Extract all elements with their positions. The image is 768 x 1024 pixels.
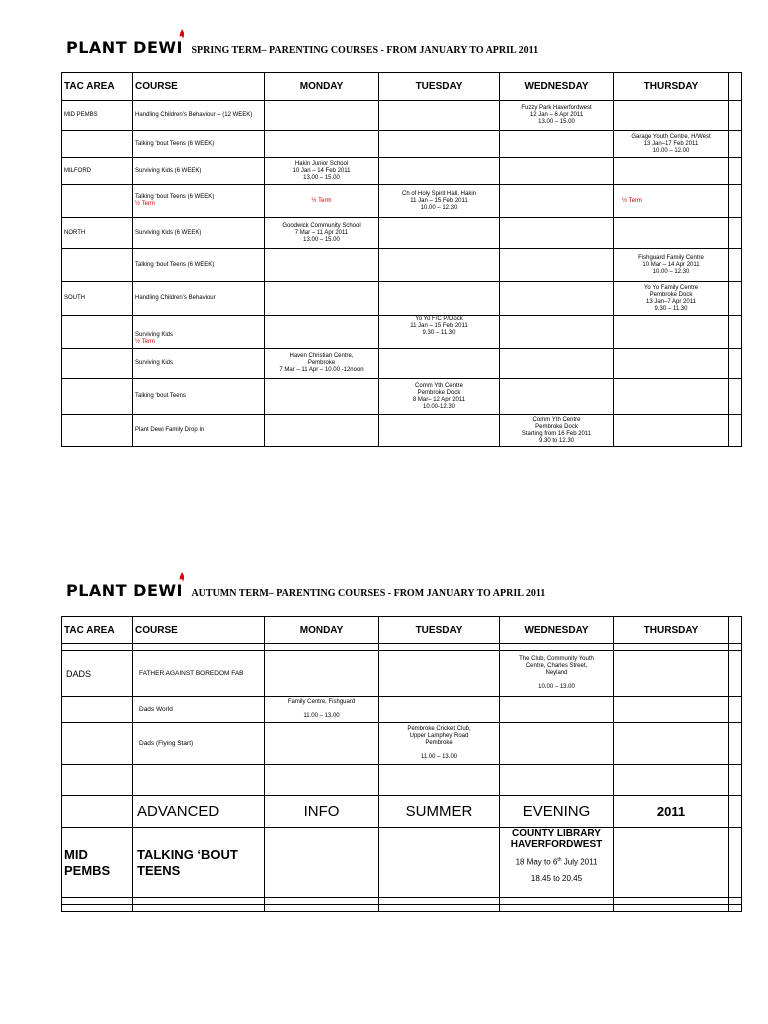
empty-cell — [379, 651, 500, 697]
table-row — [62, 185, 742, 218]
empty-cell — [729, 379, 742, 415]
course: Surviving Kids (6 WEEK) — [133, 218, 265, 249]
spacer — [267, 706, 376, 713]
course-name: Talking ‘bout Teens (6 WEEK) — [135, 194, 215, 200]
location: Pembroke — [425, 740, 453, 746]
header-monday: MONDAY — [265, 73, 379, 101]
empty-cell — [614, 723, 729, 765]
empty-cell — [729, 158, 742, 185]
course-name: Surviving Kids — [135, 332, 174, 338]
location: Pembroke Dock — [649, 291, 693, 298]
empty-cell — [265, 249, 379, 282]
half-term-note: ½ Term — [135, 201, 155, 207]
times: 9.30 – 11.30 — [654, 305, 688, 312]
thursday-session — [614, 131, 729, 158]
dates: 13 Jan–17 Feb 2011 — [643, 140, 699, 147]
spacer-row — [62, 644, 742, 651]
header-course: COURSE — [133, 617, 265, 644]
dates: 10 Jan – 14 Feb 2011 — [292, 167, 351, 174]
empty-cell — [614, 379, 729, 415]
empty-cell — [729, 723, 742, 765]
empty-cell — [265, 379, 379, 415]
empty-cell — [62, 898, 133, 905]
empty-cell — [500, 158, 614, 185]
empty-cell — [729, 73, 742, 101]
empty-cell — [265, 651, 379, 697]
header-tuesday: TUESDAY — [379, 73, 500, 101]
empty-cell — [62, 905, 133, 912]
course: Talking ‘bout Teens (6 WEEK) — [133, 249, 265, 282]
empty-cell — [500, 282, 614, 316]
tuesday-session — [379, 723, 500, 765]
times: 13.00 – 15.00 — [538, 119, 575, 125]
empty-cell — [614, 644, 729, 651]
times: 11.00 – 13.00 — [303, 713, 340, 719]
monday-half-term: ½ Term — [265, 185, 379, 218]
empty-cell — [379, 101, 500, 131]
venue: Haven Christian Centre, — [289, 353, 354, 359]
wednesday-session — [500, 101, 614, 131]
spacer-row — [62, 898, 742, 905]
course: Dads World — [133, 697, 265, 723]
tac-area: MID PEMBS — [62, 101, 133, 131]
tuesday-session — [379, 316, 500, 349]
empty-cell — [614, 651, 729, 697]
empty-cell — [62, 185, 133, 218]
empty-cell — [265, 723, 379, 765]
empty-cell — [379, 218, 500, 249]
empty-cell — [265, 316, 379, 349]
empty-cell — [62, 723, 133, 765]
course: Surviving Kids — [133, 349, 265, 379]
dates: 7 Mar – 11 Apr 2011 — [294, 229, 349, 236]
empty-cell — [379, 898, 500, 905]
dates: 12 Jan – 6 Apr 2011 — [529, 112, 584, 118]
times: 11.00 – 13.00 — [420, 754, 458, 760]
empty-cell — [379, 828, 500, 898]
empty-cell — [614, 415, 729, 447]
table-row — [62, 651, 742, 697]
brand-text: PLANT DEWI — [66, 38, 183, 57]
thursday-session — [614, 249, 729, 282]
venue: The Club, Community Youth — [519, 656, 594, 662]
empty-cell — [729, 898, 742, 905]
tac-area: MID PEMBS — [62, 828, 133, 898]
table-row — [62, 828, 742, 898]
empty-cell — [265, 898, 379, 905]
empty-cell — [614, 697, 729, 723]
tuesday-session — [379, 379, 500, 415]
empty-cell — [500, 316, 614, 349]
monday-session — [265, 158, 379, 185]
table-row — [62, 723, 742, 765]
thursday-session — [614, 282, 729, 316]
course: Handling Children’s Behaviour — [133, 282, 265, 316]
empty-cell — [133, 644, 265, 651]
location: Pembroke Dock — [535, 423, 578, 430]
empty-cell — [379, 349, 500, 379]
empty-cell — [729, 617, 742, 644]
empty-cell — [729, 101, 742, 131]
empty-cell — [614, 828, 729, 898]
table-row — [62, 282, 742, 316]
header-course: COURSE — [133, 73, 265, 101]
thursday-half-term: ½ Term — [614, 185, 729, 218]
venue: Goodwick Community School — [282, 222, 361, 229]
tac-area: DADS — [62, 651, 133, 697]
spring-heading — [66, 38, 538, 58]
empty-cell — [62, 316, 133, 349]
empty-cell — [729, 415, 742, 447]
empty-cell — [265, 415, 379, 447]
monday-session — [265, 349, 379, 379]
header-row — [62, 73, 742, 101]
tac-area: NORTH — [62, 218, 133, 249]
venue: Pembroke Cricket Club, — [407, 726, 471, 732]
course: Talking ‘bout Teens (6 WEEK) — [133, 131, 265, 158]
empty-cell — [729, 349, 742, 379]
times: 18.45 to 20.45 — [530, 873, 583, 883]
venue: Comm Yth Centre — [532, 416, 581, 423]
times: 10.00 – 13.00 — [538, 684, 575, 690]
course: Dads (Flying Start) — [133, 723, 265, 765]
spacer-row — [62, 905, 742, 912]
empty-cell — [729, 185, 742, 218]
empty-cell — [379, 905, 500, 912]
empty-cell — [729, 316, 742, 349]
address: Upper Lamphey Road — [409, 733, 469, 739]
empty-cell — [500, 898, 614, 905]
header-tac-area: TAC AREA — [62, 73, 133, 101]
times: 9.30 to 12.30 — [538, 437, 575, 444]
empty-cell — [729, 282, 742, 316]
empty-cell — [62, 644, 133, 651]
empty-cell — [62, 131, 133, 158]
empty-cell — [729, 249, 742, 282]
empty-cell — [265, 101, 379, 131]
empty-cell — [133, 765, 265, 796]
empty-cell — [62, 379, 133, 415]
header-row — [62, 617, 742, 644]
flame-icon — [179, 572, 185, 582]
times: 13.00 – 15.00 — [303, 236, 340, 243]
table-row — [62, 415, 742, 447]
tac-area: SOUTH — [62, 282, 133, 316]
empty-cell — [62, 249, 133, 282]
monday-session — [265, 218, 379, 249]
empty-cell — [729, 218, 742, 249]
venue-line-2: Centre, Charles Street, — [525, 663, 588, 669]
venue: Yo Yo Family Centre — [643, 284, 699, 291]
empty-cell — [265, 765, 379, 796]
empty-cell — [729, 905, 742, 912]
table-row — [62, 249, 742, 282]
times: 9.30 – 11.30 — [422, 330, 456, 336]
empty-cell — [265, 644, 379, 651]
advanced-label: ADVANCED — [133, 796, 265, 828]
empty-cell — [729, 651, 742, 697]
location: Neyland — [545, 670, 568, 676]
monday-session — [265, 697, 379, 723]
wednesday-session — [500, 651, 614, 697]
advanced-info-row — [62, 796, 742, 828]
empty-cell — [614, 898, 729, 905]
empty-cell — [614, 316, 729, 349]
autumn-heading — [66, 581, 545, 601]
course: Handling Children’s Behaviour – (12 WEEK) — [133, 101, 265, 131]
venue: Yo Yo F/C P/Dock — [415, 316, 463, 322]
empty-cell — [729, 828, 742, 898]
header-wednesday: WEDNESDAY — [500, 617, 614, 644]
empty-cell — [729, 644, 742, 651]
course: Surviving Kids (6 WEEK) — [133, 158, 265, 185]
dates: 11 Jan – 15 Feb 2011 — [410, 323, 468, 329]
location: Pembroke Dock — [417, 389, 461, 396]
header-thursday: THURSDAY — [614, 73, 729, 101]
spring-table — [61, 72, 742, 447]
venue: Hakin Junior School — [294, 160, 349, 167]
table-row — [62, 158, 742, 185]
half-term-note: ½ Term — [135, 339, 155, 345]
empty-cell — [500, 131, 614, 158]
empty-cell — [500, 765, 614, 796]
autumn-table — [61, 616, 742, 912]
empty-cell — [379, 158, 500, 185]
empty-cell — [62, 796, 133, 828]
empty-cell — [729, 765, 742, 796]
table-row — [62, 697, 742, 723]
empty-cell — [729, 131, 742, 158]
header-tuesday: TUESDAY — [379, 617, 500, 644]
info-label: INFO — [265, 796, 379, 828]
dates: 8 Mar– 12 Apr 2011 — [412, 396, 466, 403]
autumn-title: AUTUMN TERM– PARENTING COURSES - FROM JANUARY TO APRIL 2011 — [191, 588, 546, 599]
tac-area: MILFORD — [62, 158, 133, 185]
empty-cell — [379, 415, 500, 447]
times: 10.00-12.30 — [422, 403, 456, 410]
venue: Fishguard Family Centre — [638, 254, 704, 261]
empty-cell — [729, 796, 742, 828]
empty-cell — [379, 249, 500, 282]
empty-cell — [500, 185, 614, 218]
empty-cell — [379, 282, 500, 316]
header-wednesday: WEDNESDAY — [500, 73, 614, 101]
empty-cell — [500, 905, 614, 912]
dates: 13 Jan–7 Apr 2011 — [646, 298, 696, 305]
empty-cell — [729, 697, 742, 723]
dates: 18 May to 6th July 2011 — [515, 857, 598, 867]
empty-cell — [62, 349, 133, 379]
wednesday-session — [500, 415, 614, 447]
times: 10.00 – 12.00 — [652, 147, 690, 154]
times: 10.00 – 12.30 — [652, 268, 690, 275]
empty-cell — [614, 158, 729, 185]
empty-cell — [265, 905, 379, 912]
spacer — [381, 747, 497, 754]
empty-cell — [500, 249, 614, 282]
dates: 10 Mar – 14 Apr 2011 — [642, 261, 700, 268]
dates: 11 Jan – 15 Feb 2011 — [410, 197, 468, 204]
empty-cell — [62, 697, 133, 723]
venue: Fuzzy Park Haverfordwest — [521, 105, 592, 111]
empty-cell — [614, 349, 729, 379]
empty-cell — [500, 218, 614, 249]
empty-cell — [379, 697, 500, 723]
course: Plant Dewi Family Drop In — [133, 415, 265, 447]
empty-cell — [379, 131, 500, 158]
times: 13.00 – 15.00 — [303, 174, 340, 181]
times: 10.00 – 12.30 — [420, 204, 458, 211]
summer-label: SUMMER — [379, 796, 500, 828]
spacer — [502, 677, 611, 684]
table-row — [62, 131, 742, 158]
table-row — [62, 349, 742, 379]
venue: Ch of Holy Spirit Hall, Hakin — [401, 190, 477, 197]
empty-cell — [133, 905, 265, 912]
header-tac-area: TAC AREA — [62, 617, 133, 644]
empty-cell — [265, 282, 379, 316]
empty-cell — [379, 765, 500, 796]
empty-cell — [614, 765, 729, 796]
venue: COUNTY LIBRARY HAVERFORDWEST — [510, 828, 603, 850]
empty-cell — [614, 218, 729, 249]
brand-logo — [66, 581, 183, 600]
course: TALKING ‘BOUT TEENS — [133, 828, 265, 898]
course: Talking ‘bout Teens — [133, 379, 265, 415]
empty-cell — [500, 349, 614, 379]
flame-icon — [179, 29, 185, 39]
empty-cell — [265, 131, 379, 158]
empty-cell — [62, 765, 133, 796]
table-row — [62, 101, 742, 131]
empty-cell — [500, 697, 614, 723]
empty-cell — [133, 898, 265, 905]
dates: Starting from 16 Feb 2011 — [521, 430, 592, 437]
venue: Garage Youth Centre, H/West — [631, 133, 711, 140]
empty-cell — [62, 415, 133, 447]
dates-times: 7 Mar – 11 Apr – 10.00 -12noon — [279, 367, 364, 373]
brand-text: PLANT DEWI — [66, 581, 183, 600]
tuesday-session — [379, 185, 500, 218]
course: FATHER AGAINST BOREDOM FAB — [133, 651, 265, 697]
venue: Comm Yth Centre — [415, 382, 463, 389]
course — [133, 185, 265, 218]
empty-cell — [379, 644, 500, 651]
empty-cell — [614, 101, 729, 131]
empty-cell — [614, 905, 729, 912]
wednesday-session — [500, 828, 614, 898]
table-row — [62, 379, 742, 415]
empty-cell — [500, 644, 614, 651]
course — [133, 316, 265, 349]
venue: Family Centre, Fishguard — [287, 699, 356, 705]
year-label: 2011 — [614, 796, 729, 828]
empty-cell — [500, 379, 614, 415]
spring-title: SPRING TERM– PARENTING COURSES - FROM JANUARY TO APRIL 2011 — [191, 45, 539, 56]
empty-cell — [265, 828, 379, 898]
brand-logo — [66, 38, 183, 57]
table-row — [62, 316, 742, 349]
evening-label: EVENING — [500, 796, 614, 828]
header-monday: MONDAY — [265, 617, 379, 644]
empty-row — [62, 765, 742, 796]
header-thursday: THURSDAY — [614, 617, 729, 644]
table-row — [62, 218, 742, 249]
empty-cell — [500, 723, 614, 765]
location: Pembroke — [307, 360, 336, 366]
